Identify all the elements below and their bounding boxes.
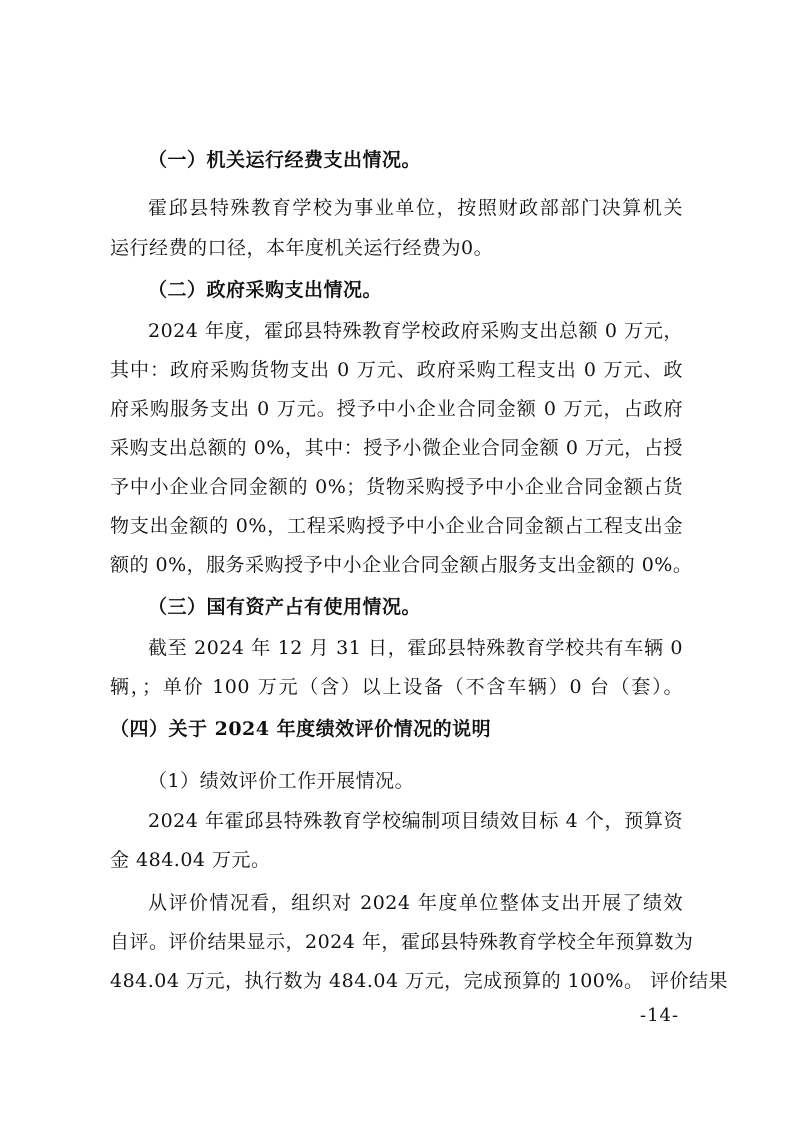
paragraph-line: 辆，；单价 100 万元（含）以上设备（不含车辆）0 台（套）。 xyxy=(110,676,683,698)
paragraph-line: 2024 年霍邱县特殊教育学校编制项目绩效目标 4 个，预算资 xyxy=(148,810,683,832)
paragraph-line: 物支出金额的 0%，工程采购授予中小企业合同金额占工程支出金 xyxy=(110,515,683,537)
section-heading-3: （三）国有资产占有使用情况。 xyxy=(148,596,422,618)
paragraph-line: 其中：政府采购货物支出 0 万元、政府采购工程支出 0 万元、政 xyxy=(110,359,683,381)
paragraph-line: 截至 2024 年 12 月 31 日，霍邱县特殊教育学校共有车辆 0 xyxy=(148,637,683,659)
page-number: -14- xyxy=(640,1005,680,1026)
subsection-heading: （1）绩效评价工作开展情况。 xyxy=(148,770,415,792)
paragraph-line: 2024 年度，霍邱县特殊教育学校政府采购支出总额 0 万元， xyxy=(148,320,683,342)
paragraph-line: 予中小企业合同金额的 0%；货物采购授予中小企业合同金额占货 xyxy=(110,476,683,498)
section-heading-2: （二）政府采购支出情况。 xyxy=(148,279,383,301)
paragraph-line: 采购支出总额的 0%，其中：授予小微企业合同金额 0 万元，占授 xyxy=(110,437,683,459)
paragraph-line: 额的 0%，服务采购授予中小企业合同金额占服务支出金额的 0%。 xyxy=(110,554,693,576)
paragraph-line: 484.04 万元，执行数为 484.04 万元，完成预算的 100%。 评价结果 xyxy=(110,970,728,992)
paragraph-line: 从评价情况看，组织对 2024 年度单位整体支出开展了绩效 xyxy=(148,892,683,914)
paragraph-line: 府采购服务支出 0 万元。授予中小企业合同金额 0 万元，占政府 xyxy=(110,398,683,420)
paragraph-line: 自评。评价结果显示，2024 年，霍邱县特殊教育学校全年预算数为 xyxy=(110,931,694,953)
section-heading-1: （一）机关运行经费支出情况。 xyxy=(148,149,422,171)
paragraph-line: 霍邱县特殊教育学校为事业单位，按照财政部部门决算机关 xyxy=(148,197,683,219)
paragraph-line: 运行经费的口径，本年度机关运行经费为0。 xyxy=(110,237,494,259)
paragraph-line: 金 484.04 万元。 xyxy=(110,849,271,871)
section-heading-4: （四）关于 2024 年度绩效评价情况的说明 xyxy=(110,718,492,740)
